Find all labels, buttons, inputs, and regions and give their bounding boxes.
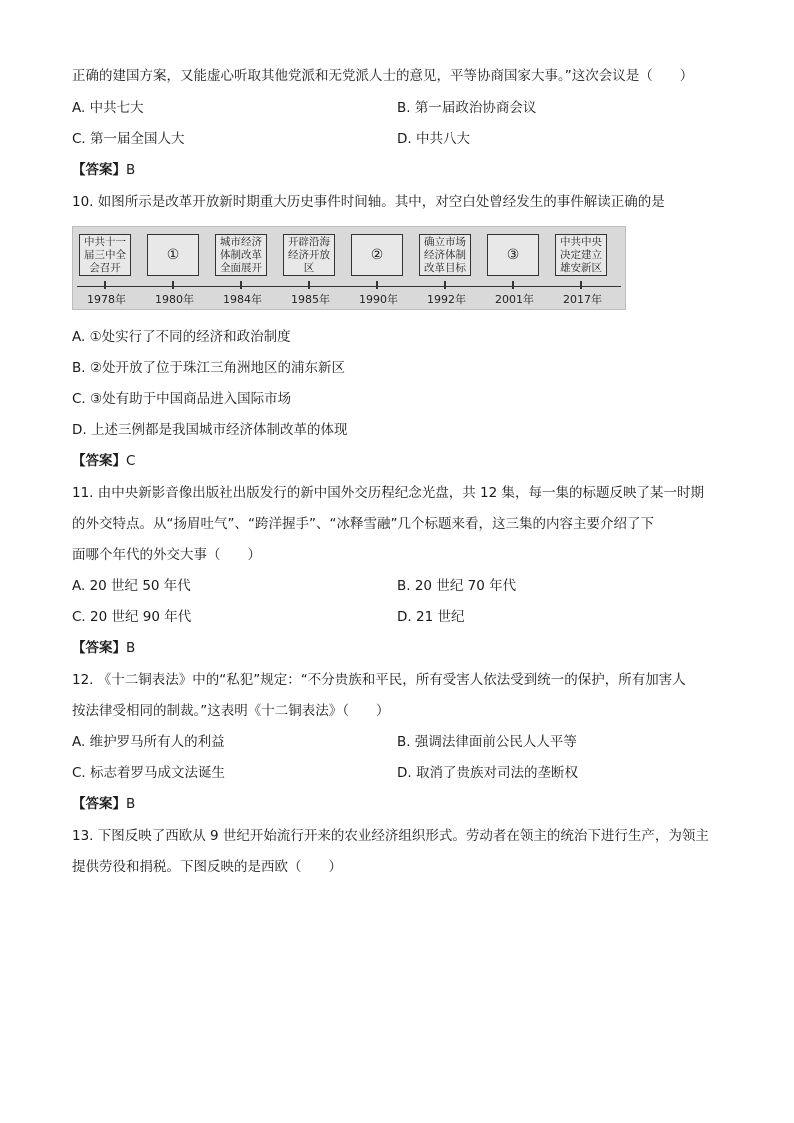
timeline-tick	[172, 281, 174, 289]
timeline-box-2: ①	[147, 234, 199, 276]
timeline-box-4: 开辟沿海经济开放区	[283, 234, 335, 276]
q9-option-c: C. 第一届全国人大	[72, 131, 185, 147]
timeline-box-8: 中共中央决定建立雄安新区	[555, 234, 607, 276]
q10-option-a: A. ①处实行了不同的经济和政治制度	[72, 329, 291, 345]
timeline-year-5: 1990年	[359, 293, 398, 306]
timeline-figure	[72, 226, 626, 310]
answer-value: C	[126, 453, 136, 469]
q12-stem-line-1: 12. 《十二铜表法》中的“私犯”规定：“不分贵族和平民，所有受害人依法受到统一的保护，所有加害人	[72, 672, 686, 688]
q12-option-c: C. 标志着罗马成文法诞生	[72, 765, 226, 781]
timeline-tick	[308, 281, 310, 289]
q11-stem-line-2: 的外交特点。从“扬眉吐气”、“跨洋握手”、“冰释雪融”几个标题来看，这三集的内容主要介绍了下	[72, 516, 654, 532]
timeline-tick	[444, 281, 446, 289]
timeline-year-4: 1985年	[291, 293, 330, 306]
timeline-year-1: 1978年	[87, 293, 126, 306]
q13-stem-line-2: 提供劳役和捐税。下图反映的是西欧（ ）	[72, 859, 342, 875]
q12-stem-line-2: 按法律受相同的制裁。”这表明《十二铜表法》（ ）	[72, 703, 390, 719]
q11-stem-line-1: 11. 由中央新影音像出版社出版发行的新中国外交历程纪念光盘，共 12 集，每一集的标题反映了某一时期	[72, 485, 705, 501]
timeline-box-3: 城市经济体制改革全面展开	[215, 234, 267, 276]
answer-tag: 【答案】	[72, 640, 126, 656]
q10-stem: 10. 如图所示是改革开放新时期重大历史事件时间轴。其中，对空白处曾经发生的事件解读正确的是	[72, 194, 665, 210]
q11-option-c: C. 20 世纪 90 年代	[72, 609, 192, 625]
q13-stem-line-1: 13. 下图反映了西欧从 9 世纪开始流行开来的农业经济组织形式。劳动者在领主的统治下进行生产，为领主	[72, 828, 709, 844]
q9-option-b: B. 第一届政治协商会议	[397, 100, 537, 116]
q9-option-d: D. 中共八大	[397, 131, 470, 147]
q10-answer	[72, 451, 135, 471]
timeline-tick	[240, 281, 242, 289]
timeline-tick	[104, 281, 106, 289]
q11-option-a: A. 20 世纪 50 年代	[72, 578, 191, 594]
answer-value: B	[126, 796, 136, 812]
q9-answer	[72, 160, 135, 180]
timeline-box-1: 中共十一届三中全会召开	[79, 234, 131, 276]
q9-option-a: A. 中共七大	[72, 100, 144, 116]
q12-option-b: B. 强调法律面前公民人人平等	[397, 734, 577, 750]
timeline-axis	[77, 286, 621, 287]
q10-option-b: B. ②处开放了位于珠江三角洲地区的浦东新区	[72, 360, 345, 376]
timeline-year-8: 2017年	[563, 293, 602, 306]
timeline-tick	[580, 281, 582, 289]
q11-option-d: D. 21 世纪	[397, 609, 465, 625]
timeline-year-3: 1984年	[223, 293, 262, 306]
q9-stem-continuation: 正确的建国方案，又能虚心听取其他党派和无党派人士的意见，平等协商国家大事。”这次会议是（ ）	[72, 68, 694, 84]
timeline-box-5: ②	[351, 234, 403, 276]
answer-value: B	[126, 162, 136, 178]
q12-option-a: A. 维护罗马所有人的利益	[72, 734, 225, 750]
q11-answer	[72, 638, 135, 658]
q11-stem-line-3: 面哪个年代的外交大事（ ）	[72, 547, 261, 563]
q12-option-d: D. 取消了贵族对司法的垄断权	[397, 765, 578, 781]
timeline-box-7: ③	[487, 234, 539, 276]
answer-tag: 【答案】	[72, 162, 126, 178]
timeline-year-2: 1980年	[155, 293, 194, 306]
q10-option-d: D. 上述三例都是我国城市经济体制改革的体现	[72, 422, 348, 438]
answer-tag: 【答案】	[72, 453, 126, 469]
q10-option-c: C. ③处有助于中国商品进入国际市场	[72, 391, 292, 407]
q11-option-b: B. 20 世纪 70 年代	[397, 578, 517, 594]
answer-value: B	[126, 640, 136, 656]
timeline-box-6: 确立市场经济体制改革目标	[419, 234, 471, 276]
q12-answer	[72, 794, 135, 814]
answer-tag: 【答案】	[72, 796, 126, 812]
timeline-year-7: 2001年	[495, 293, 534, 306]
timeline-year-6: 1992年	[427, 293, 466, 306]
timeline-tick	[376, 281, 378, 289]
timeline-tick	[512, 281, 514, 289]
